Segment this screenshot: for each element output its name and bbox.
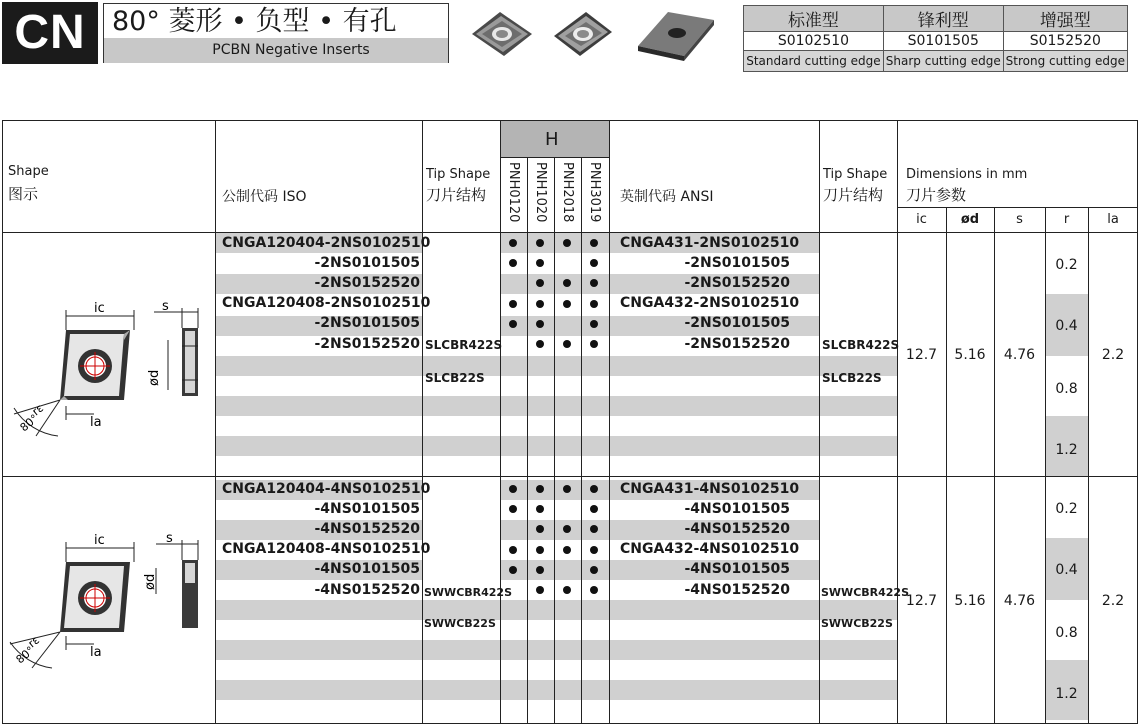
grade-available-dot [563,546,571,554]
col-shape-cn: 图示 [8,185,39,203]
dim-r-value: 1.2 [1055,686,1078,702]
drawing-label-d: ød [147,369,162,386]
grade-available-dot [590,485,598,493]
series-badge: CN [2,2,98,64]
grade-available-dot [536,259,544,267]
tip-shape-left: SWWCBR422S [424,586,512,599]
series-code-sharp: S0101505 [883,32,1003,51]
iso-code: -2NS0101505 [314,255,420,271]
iso-code: CNGA120404-4NS0102510 [222,481,431,497]
dim-la-value: 2.2 [1101,347,1125,363]
drawing-label-s: s [162,299,169,314]
grade-available-dot [509,300,517,308]
iso-code: -2NS0152520 [314,336,420,352]
grade-available-dot [590,505,598,513]
insert-perspective-view-icon [638,12,714,61]
grade-pnh2018: PNH2018 [560,162,575,223]
grade-available-dot [563,239,571,247]
grade-available-dot [563,340,571,348]
tip-shape-right: SWWCB22S [821,617,893,630]
drawing-label-s: s [166,531,173,546]
grade-available-dot [563,300,571,308]
col-dims-cn: 刀片参数 [906,186,967,204]
dim-ic-value: 12.7 [905,347,938,363]
iso-code: -4NS0101505 [314,561,420,577]
col-shape-en: Shape [8,164,49,179]
dim-r-value: 0.8 [1055,381,1078,397]
iso-code: CNGA120408-4NS0102510 [222,541,431,557]
series-header-standard: 标准型 [744,6,884,32]
col-ansi: 英制代码 ANSI [620,189,714,205]
title-chinese: 80° 菱形 • 负型 • 有孔 [112,6,397,37]
grade-available-dot [590,340,598,348]
ansi-code: -2NS0101505 [684,255,790,271]
edge-series-table [743,5,1128,72]
iso-code: CNGA120408-2NS0102510 [222,295,431,311]
grade-available-dot [536,505,544,513]
drawing-label-ic: ic [94,533,105,548]
ansi-code: CNGA431-4NS0102510 [620,481,800,497]
grade-available-dot [509,239,517,247]
grade-available-dot [590,566,598,574]
grade-available-dot [536,239,544,247]
dim-col-s: s [1016,212,1023,227]
grade-available-dot [536,485,544,493]
iso-code: -4NS0152520 [314,582,420,598]
tip-shape-right: SWWCBR422S [821,586,909,599]
grade-available-dot [536,546,544,554]
ansi-code: -2NS0152520 [684,336,790,352]
series-desc-strong: Strong cutting edge [1003,51,1127,72]
grade-available-dot [590,586,598,594]
product-table [2,120,1138,724]
insert-images [462,6,722,62]
iso-code: -2NS0101505 [314,315,420,331]
grade-pnh1020: PNH1020 [533,162,548,223]
drawing-label-ic: ic [94,301,105,316]
title-english: PCBN Negative Inserts [104,38,448,63]
dim-ic-value: 12.7 [905,593,938,609]
drawing-label-re: rε [25,633,42,651]
tip-shape-right: SLCBR422S [822,338,900,352]
ansi-code: -4NS0101505 [684,501,790,517]
grade-available-dot [536,586,544,594]
drawing-label-angle: 80° [17,411,41,435]
ansi-code: -2NS0152520 [684,275,790,291]
ansi-code: -4NS0152520 [684,521,790,537]
grade-available-dot [590,300,598,308]
tip-shape-left: SLCB22S [425,371,485,385]
ansi-code: CNGA432-4NS0102510 [620,541,800,557]
col-tip-cn-right: 刀片结构 [823,186,884,204]
drawing-label-d: ød [143,573,158,590]
drawing-label-angle: 80° [13,643,37,667]
ansi-code: -2NS0101505 [684,315,790,331]
dim-r-value: 0.8 [1055,625,1078,641]
dim-r-value: 0.2 [1055,501,1078,517]
series-header-sharp: 锋利型 [883,6,1003,32]
grade-available-dot [509,566,517,574]
grade-available-dot [590,239,598,247]
grade-available-dot [509,320,517,328]
grade-group-h: H [545,129,559,150]
col-tip-en-right: Tip Shape [823,167,888,182]
insert-top-view-1-icon [472,12,532,56]
grade-pnh0120: PNH0120 [506,162,521,223]
grade-available-dot [536,566,544,574]
insert-drawing-2 [6,528,212,678]
dim-col-la: la [1107,212,1119,227]
grade-available-dot [590,320,598,328]
dim-d-value: 5.16 [954,593,986,609]
grade-available-dot [509,546,517,554]
ansi-code: -4NS0152520 [684,582,790,598]
insert-top-view-2-icon [554,12,612,56]
series-header-strong: 增强型 [1003,6,1127,32]
series-desc-standard: Standard cutting edge [744,51,884,72]
ansi-code: CNGA432-2NS0102510 [620,295,800,311]
grade-available-dot [509,485,517,493]
tip-shape-right: SLCB22S [822,371,882,385]
iso-code: -4NS0101505 [314,501,420,517]
col-iso: 公制代码 ISO [222,189,307,205]
grade-available-dot [563,586,571,594]
dim-r-value: 0.2 [1055,257,1078,273]
title-box [103,3,449,63]
drawing-label-la: la [90,645,102,660]
iso-code: CNGA120404-2NS0102510 [222,235,431,251]
dim-s-value: 4.76 [1003,347,1036,363]
grade-available-dot [590,259,598,267]
series-code-strong: S0152520 [1003,32,1127,51]
grade-available-dot [509,259,517,267]
ansi-code: CNGA431-2NS0102510 [620,235,800,251]
tip-shape-left: SWWCB22S [424,617,496,630]
col-tip-en: Tip Shape [426,167,491,182]
grade-pnh3019: PNH3019 [587,162,602,223]
dim-la-value: 2.2 [1101,593,1125,609]
grade-available-dot [536,340,544,348]
dim-r-value: 1.2 [1055,442,1078,458]
drawing-label-la: la [90,415,102,430]
drawing-label-re: rε [29,401,46,419]
series-code-standard: S0102510 [744,32,884,51]
dim-s-value: 4.76 [1003,593,1036,609]
grade-available-dot [536,300,544,308]
grade-available-dot [536,320,544,328]
iso-code: -4NS0152520 [314,521,420,537]
insert-drawing-1 [6,290,212,440]
grade-available-dot [590,546,598,554]
dim-col-d: ød [960,212,980,227]
tip-shape-left: SLCBR422S [425,338,503,352]
dim-r-value: 0.4 [1055,562,1078,578]
col-tip-cn: 刀片结构 [426,186,487,204]
dim-r-value: 0.4 [1055,318,1078,334]
col-dims-en: Dimensions in mm [906,167,1028,182]
series-desc-sharp: Sharp cutting edge [883,51,1003,72]
ansi-code: -4NS0101505 [684,561,790,577]
dim-d-value: 5.16 [954,347,986,363]
grade-available-dot [509,505,517,513]
iso-code: -2NS0152520 [314,275,420,291]
dim-col-r: r [1063,212,1070,227]
grade-available-dot [563,485,571,493]
dim-col-ic: ic [916,212,927,227]
